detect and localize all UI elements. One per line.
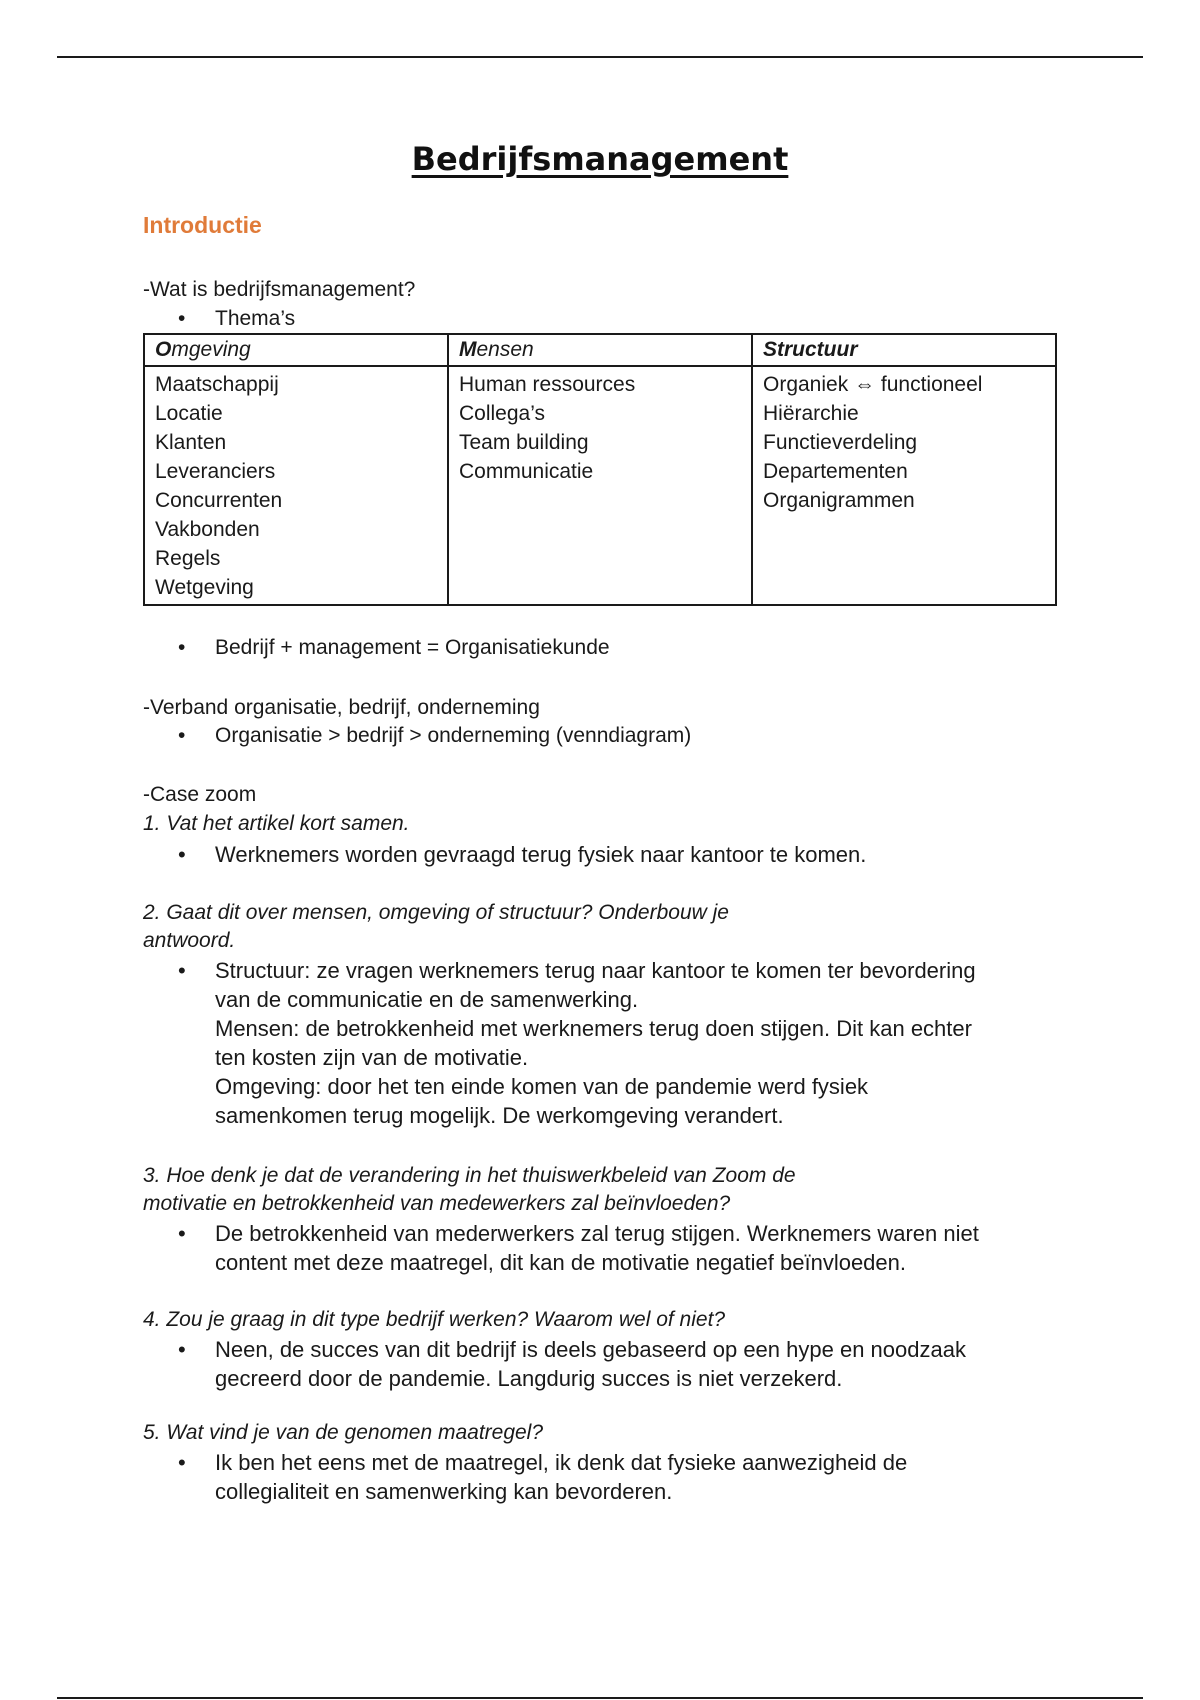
answer-text [215, 1448, 1105, 1506]
bullet-icon: • [178, 1450, 186, 1475]
answer-line: Mensen: de betrokkenheid met werknemers terug doen stijgen. Dit kan echter [215, 1016, 972, 1041]
bullet-text: Organisatie > bedrijf > onderneming (venndiagram) [215, 724, 692, 747]
answer-line: De betrokkenheid van mederwerkers zal terug stijgen. Werknemers waren niet [215, 1221, 979, 1246]
case-title: -Case zoom [143, 783, 257, 806]
section-heading-introductie: Introductie [143, 212, 262, 238]
table-cell-item: Wetgeving [155, 576, 254, 599]
table-cell-item: Klanten [155, 431, 227, 454]
table-header-row [144, 334, 1056, 366]
answer-line: gecreerd door de pandemie. Langdurig succes is niet verzekerd. [215, 1366, 843, 1391]
table-header-text: Structuur [763, 338, 858, 361]
table-cell-item: Locatie [155, 402, 223, 425]
answer-line: collegialiteit en samenwerking kan bevorderen. [215, 1479, 673, 1504]
table-header-structuur [752, 334, 1056, 366]
table-cell-item: Collega’s [459, 402, 545, 425]
table-header-text: Omgeving [155, 338, 251, 361]
answer-line: van de communicatie en de samenwerking. [215, 987, 639, 1012]
table-header-omgeving [144, 334, 448, 366]
question-what-is: -Wat is bedrijfsmanagement? [143, 278, 416, 301]
document-title: Bedrijfsmanagement [411, 140, 789, 178]
table-cell-mensen [448, 366, 752, 605]
answer-text: Werknemers worden gevraagd terug fysiek naar kantoor te komen. [215, 842, 867, 867]
question-2-line-1: 2. Gaat dit over mensen, omgeving of structuur? Onderbouw je [143, 901, 729, 924]
question-4: 4. Zou je graag in dit type bedrijf werken? Waarom wel of niet? [143, 1308, 726, 1331]
bullet-icon: • [178, 958, 186, 983]
bullet-icon: • [178, 724, 186, 747]
table-cell-item: Vakbonden [155, 518, 260, 541]
answer-line: Neen, de succes van dit bedrijf is deels gebaseerd op een hype en noodzaak [215, 1337, 966, 1362]
table-cell-item: Communicatie [459, 460, 594, 483]
bullet-icon: • [178, 842, 186, 867]
answer-text [215, 956, 1105, 1130]
table-cell-item: Functieverdeling [763, 431, 918, 454]
table-cell-item: Organiek ⇔ functioneel [763, 373, 983, 396]
answer-text [215, 1219, 1105, 1277]
question-2-line-2: antwoord. [143, 929, 236, 952]
header-rule [57, 56, 1143, 58]
answer-line: content met deze maatregel, dit kan de motivatie negatief beïnvloeden. [215, 1250, 906, 1275]
bullet-icon: • [178, 1337, 186, 1362]
bullet-icon: • [178, 1221, 186, 1246]
answer-text [215, 1335, 1105, 1393]
table-cell-omgeving [144, 366, 448, 605]
question-5: 5. Wat vind je van de genomen maatregel? [143, 1421, 544, 1444]
table-cell-item: Organigrammen [763, 489, 915, 512]
table-cell-structuur [752, 366, 1056, 605]
table-cell-item: Human ressources [459, 373, 636, 396]
table-cell-item: Leveranciers [155, 460, 276, 483]
answer-line: Omgeving: door het ten einde komen van de pandemie werd fysiek [215, 1074, 869, 1099]
table-header-text: Mensen [459, 338, 534, 361]
verband-heading: -Verband organisatie, bedrijf, onderneming [143, 696, 540, 719]
answer-line: Structuur: ze vragen werknemers terug naar kantoor te komen ter bevordering [215, 958, 976, 983]
themes-table [143, 333, 1057, 606]
table-cell-item: Hiërarchie [763, 402, 859, 425]
table-header-mensen [448, 334, 752, 366]
table-cell-item: Maatschappij [155, 373, 279, 396]
table-row [144, 366, 1056, 605]
table-cell-item: Team building [459, 431, 589, 454]
table-cell-item: Regels [155, 547, 221, 570]
table-cell-item: Departementen [763, 460, 908, 483]
answer-line: ten kosten zijn van de motivatie. [215, 1045, 529, 1070]
question-1: 1. Vat het artikel kort samen. [143, 812, 410, 835]
bullet-icon: • [178, 307, 186, 330]
answer-line: samenkomen terug mogelijk. De werkomgeving verandert. [215, 1103, 784, 1128]
question-3-line-2: motivatie en betrokkenheid van medewerkers zal beïnvloeden? [143, 1192, 731, 1215]
bullet-icon: • [178, 636, 186, 659]
answer-line: Ik ben het eens met de maatregel, ik denk dat fysieke aanwezigheid de [215, 1450, 908, 1475]
footer-rule [57, 1697, 1143, 1699]
bullet-text: Bedrijf + management = Organisatiekunde [215, 636, 610, 659]
bullet-text: Thema’s [215, 307, 296, 330]
question-3-line-1: 3. Hoe denk je dat de verandering in het thuiswerkbeleid van Zoom de [143, 1164, 796, 1187]
table-cell-item: Concurrenten [155, 489, 283, 512]
